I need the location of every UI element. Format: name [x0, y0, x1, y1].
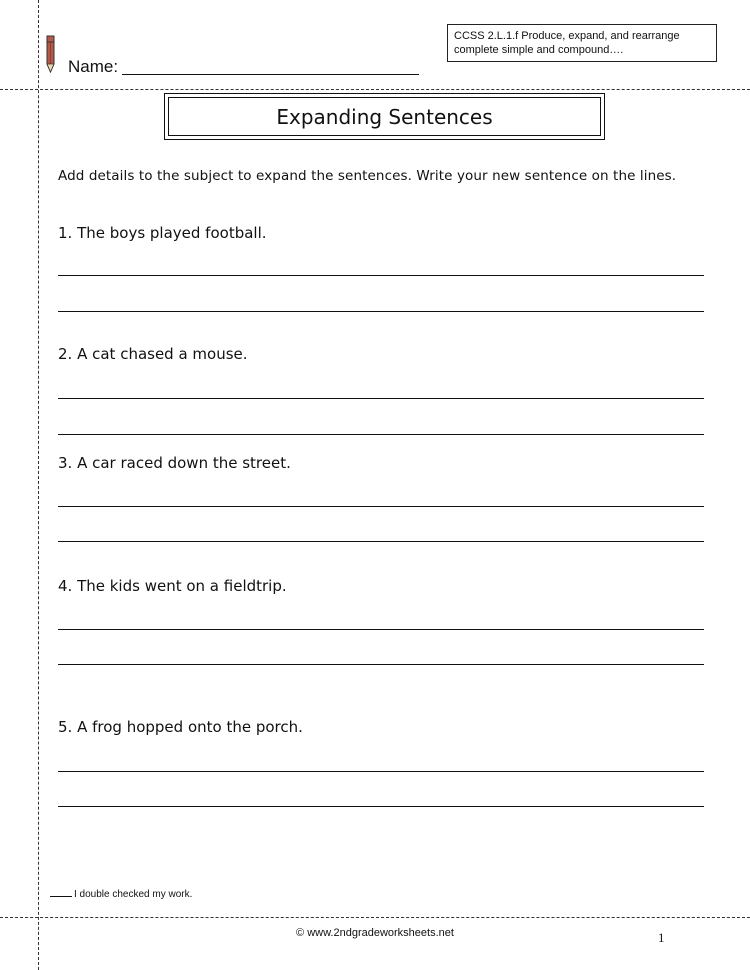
top-cut-line [0, 89, 750, 90]
name-label: Name: [68, 57, 119, 76]
footer-credit: © www.2ndgradeworksheets.net [296, 927, 454, 939]
page-title: Expanding Sentences [168, 97, 601, 136]
self-check-label: I double checked my work. [74, 889, 193, 900]
instructions: Add details to the subject to expand the sentences. Write your new sentence on the lines. [58, 168, 677, 184]
page-number: 1 [658, 930, 665, 945]
question-5: 5. A frog hopped onto the porch. [58, 718, 303, 736]
answer-line[interactable] [58, 771, 704, 772]
question-3: 3. A car raced down the street. [58, 454, 291, 472]
answer-line[interactable] [58, 434, 704, 435]
left-cut-line [38, 0, 39, 970]
pencil-icon [44, 34, 58, 74]
answer-line[interactable] [58, 664, 704, 665]
bottom-cut-line [0, 917, 750, 918]
self-check-blank[interactable] [50, 896, 72, 897]
question-2: 2. A cat chased a mouse. [58, 345, 248, 363]
name-field[interactable] [122, 74, 419, 75]
answer-line[interactable] [58, 629, 704, 630]
answer-line[interactable] [58, 311, 704, 312]
question-4: 4. The kids went on a fieldtrip. [58, 577, 287, 595]
standard-box: CCSS 2.L.1.f Produce, expand, and rearrange complete simple and compound…. [447, 24, 717, 62]
title-box [164, 93, 605, 140]
answer-line[interactable] [58, 806, 704, 807]
self-check [50, 889, 192, 900]
question-1: 1. The boys played football. [58, 224, 267, 242]
answer-line[interactable] [58, 506, 704, 507]
answer-line[interactable] [58, 398, 704, 399]
answer-line[interactable] [58, 541, 704, 542]
answer-line[interactable] [58, 275, 704, 276]
